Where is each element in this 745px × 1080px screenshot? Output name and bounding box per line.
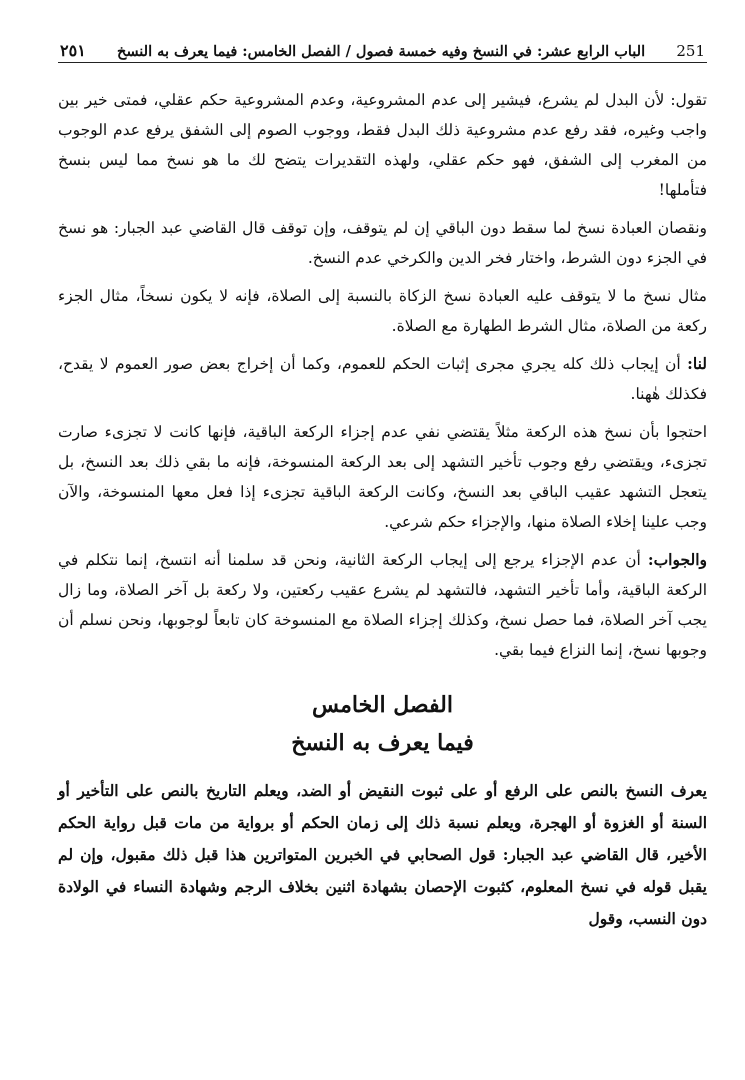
chapter-paragraph-text: يعرف النسخ بالنص على الرفع أو على ثبوت النقيض أو الضد، ويعلم التاريخ بالنص على التأخير أو السنة أو الغزوة أو الهجرة، ويعلم نسبة ذلك إلى زمان الحكم أو برواية من مات قبل رواية الحكم الأخير، قال القاضي عبد الجبار: قول الصحابي في الخبرين المتواترين هذا قبل ذلك مقبول، وإن لم يقبل قوله في نسخ المعلوم، كثبوت الإحصان بشهادة اثنين بخلاف الرجم وشهادة النساء في الولادة دون النسب، وقول [58,781,707,928]
chapter-paragraph [58,775,707,935]
paragraph-2 [58,213,707,273]
page-body [58,85,707,935]
book-page [58,34,707,1080]
paragraph-3 [58,281,707,341]
running-header [58,34,707,63]
paragraph-2-text: ونقصان العبادة نسخ لما سقط دون الباقي إن لم يتوقف، وإن توقف قال القاضي عبد الجبار: هو نسخ في الجزء دون الشرط، واختار فخر الدين والكرخي عدم النسخ. [58,219,707,267]
chapter-title: الفصل الخامس [312,692,453,718]
chapter-subtitle: فيما يعرف به النسخ [291,730,474,756]
paragraph-1 [58,85,707,205]
paragraph-4-text: أن إيجاب ذلك كله يجري مجرى إثبات الحكم للعموم، وكما أن إخراج بعض صور العموم لا يقدح، فكذلك هٰهنا. [58,355,707,403]
page-number-arabic: ٢٥١ [60,41,86,60]
paragraph-3-text: مثال نسخ ما لا يتوقف عليه العبادة نسخ الزكاة بالنسبة إلى الصلاة، فإنه لا يكون نسخاً، مثال الجزء ركعة من الصلاة، مثال الشرط الطهارة مع الصلاة. [58,287,707,335]
paragraph-5 [58,417,707,537]
paragraph-6-text: أن عدم الإجزاء يرجع إلى إيجاب الركعة الثانية، ونحن قد سلمنا أنه انتسخ، إنما نتكلم في الركعة الباقية، وأما تأخير التشهد، فالتشهد لم يشرع عقيب ركعتين، ولا ركعة بل آخر الصلاة، وما زال يجب آخر الصلاة، فما حصل نسخ، وكذلك إجزاء الصلاة مع المنسوخة كان تابعاً لوجوبها، ونحن نسلم أن وجوبها نسخ، إنما النزاع فيما بقي. [58,551,707,659]
paragraph-1-text: تقول: لأن البدل لم يشرع، فيشير إلى عدم المشروعية، وعدم المشروعية حكم عقلي، فمتى خير بين واجب وغيره، فقد رفع عدم مشروعية ذلك البدل فقط، ووجوب الصوم إلى الشفق يرفع عدم الوجوب من المغرب إلى الشفق، فهو حكم عقلي، ولهذه التقديرات يتضح لك ما هو نسخ مما ليس بنسخ فتأملها! [58,91,707,199]
paragraph-6-lead: والجواب: [647,550,707,569]
paragraph-4 [58,349,707,409]
paragraph-6 [58,545,707,665]
paragraph-5-text: احتجوا بأن نسخ هذه الركعة مثلاً يقتضي نفي عدم إجزاء الركعة الباقية، فإنها كانت لا تجزىء صارت تجزىء، ويقتضي رفع وجوب تأخير التشهد إلى بعد الركعة المنسوخة، فإنه ما بقي ذلك بعد النسخ، بل يتعجل التشهد عقيب الباقي بعد النسخ، وكانت الركعة الباقية تجزىء إذا فعل معها المنسوخة، والآن وجب علينا إخلاء الصلاة منها، والإجزاء حكم شرعي. [58,423,707,531]
page-number-latin: 251 [676,42,705,60]
paragraph-4-lead: لنا: [687,354,707,373]
running-title: الباب الرابع عشر: في النسخ وفيه خمسة فصول / الفصل الخامس: فيما يعرف به النسخ [117,43,646,60]
